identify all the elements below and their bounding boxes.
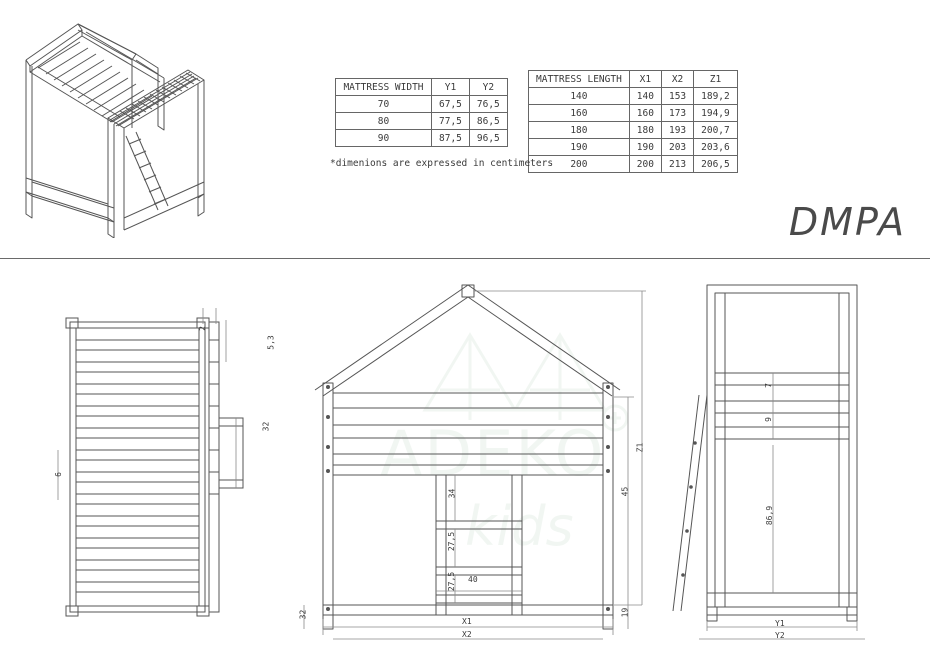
cell-x1: 180 xyxy=(629,122,661,139)
cell-length: 190 xyxy=(529,139,630,156)
cell-x1: 140 xyxy=(629,88,661,105)
cell-y2: 96,5 xyxy=(469,130,507,147)
cell-z1: 206,5 xyxy=(694,156,738,173)
col-header-x1: X1 xyxy=(629,71,661,88)
cell-z1: 203,6 xyxy=(694,139,738,156)
col-header-y1: Y1 xyxy=(432,79,470,96)
col-header-mattress-width: MATTRESS WIDTH xyxy=(336,79,432,96)
front-view xyxy=(290,275,650,645)
dimension-label: 40 xyxy=(468,575,478,584)
cell-x2: 173 xyxy=(661,105,693,122)
cell-x2: 153 xyxy=(661,88,693,105)
table-row xyxy=(529,105,738,122)
dimension-label: 34 xyxy=(447,488,457,499)
cell-y2: 76,5 xyxy=(469,96,507,113)
dimension-label: 7 xyxy=(763,383,773,388)
cell-x1: 200 xyxy=(629,156,661,173)
cell-z1: 194,9 xyxy=(694,105,738,122)
dimension-label: Y1 xyxy=(775,619,785,628)
dimension-label: 9 xyxy=(763,417,773,422)
dimension-label: X1 xyxy=(462,617,472,626)
col-header-z1: Z1 xyxy=(694,71,738,88)
table-row xyxy=(529,156,738,173)
table-row xyxy=(529,139,738,156)
cell-length: 140 xyxy=(529,88,630,105)
col-header-mattress-length: MATTRESS LENGTH xyxy=(529,71,630,88)
mattress-length-table xyxy=(528,70,738,173)
dimension-label: 2 xyxy=(197,326,207,331)
cell-x1: 190 xyxy=(629,139,661,156)
cell-y1: 87,5 xyxy=(432,130,470,147)
side-view xyxy=(665,275,915,645)
table-row xyxy=(529,122,738,139)
svg-text:ADEKO: ADEKO xyxy=(380,417,606,490)
dimension-label: 27,5 xyxy=(447,571,457,592)
top-view xyxy=(40,300,280,640)
section-divider xyxy=(0,258,930,259)
dimension-label: 32 xyxy=(261,421,271,432)
cell-width: 70 xyxy=(336,96,432,113)
cell-y1: 77,5 xyxy=(432,113,470,130)
cell-y1: 67,5 xyxy=(432,96,470,113)
table-row xyxy=(336,96,508,113)
svg-text:kids: kids xyxy=(465,495,574,558)
mattress-width-table xyxy=(335,78,508,147)
product-name: DMPA xyxy=(788,200,906,244)
dimension-label: Z1 xyxy=(635,442,645,453)
col-header-x2: X2 xyxy=(661,71,693,88)
col-header-y2: Y2 xyxy=(469,79,507,96)
cell-x2: 203 xyxy=(661,139,693,156)
cell-length: 200 xyxy=(529,156,630,173)
cell-width: 90 xyxy=(336,130,432,147)
cell-x2: 213 xyxy=(661,156,693,173)
units-note: *dimenions are expressed in centimeters xyxy=(330,158,554,169)
table-row xyxy=(336,113,508,130)
dimension-label: Y2 xyxy=(775,631,785,640)
table-row xyxy=(529,88,738,105)
isometric-view xyxy=(8,8,238,238)
cell-z1: 189,2 xyxy=(694,88,738,105)
cell-x2: 193 xyxy=(661,122,693,139)
cell-y2: 86,5 xyxy=(469,113,507,130)
cell-length: 160 xyxy=(529,105,630,122)
dimension-label: 86,9 xyxy=(765,505,775,526)
dimension-label: 45 xyxy=(620,486,630,497)
cell-width: 80 xyxy=(336,113,432,130)
cell-z1: 200,7 xyxy=(694,122,738,139)
dimension-label: 32 xyxy=(298,609,308,620)
dimension-label: 27,5 xyxy=(447,531,457,552)
dimension-label: 6 xyxy=(53,472,63,477)
dimension-label: 5,3 xyxy=(266,335,276,350)
cell-x1: 160 xyxy=(629,105,661,122)
cell-length: 180 xyxy=(529,122,630,139)
dimension-label: X2 xyxy=(462,630,472,639)
dimension-label: 19 xyxy=(620,607,630,618)
table-row xyxy=(336,130,508,147)
